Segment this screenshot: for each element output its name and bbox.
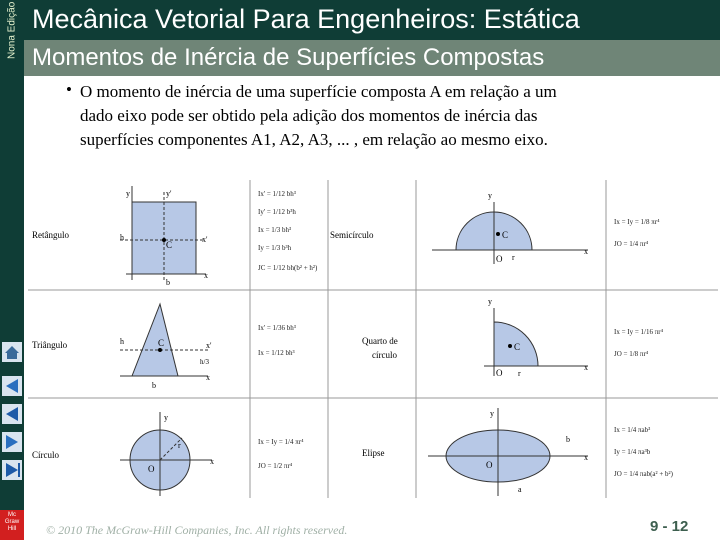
bullet-line-1: O momento de inércia de uma superfície composta A em relação a um: [80, 82, 557, 101]
shape-label-semicircle: Semicírculo: [330, 230, 374, 240]
svg-text:r: r: [178, 441, 181, 450]
svg-text:Ix = 1/4 πab³: Ix = 1/4 πab³: [614, 426, 651, 434]
svg-text:JO = 1/4 πab(a² + b²): JO = 1/4 πab(a² + b²): [614, 470, 673, 478]
svg-text:C: C: [166, 240, 173, 250]
bullet-line-3: superfícies componentes A1, A2, A3, ... , em relação ao mesmo eixo.: [80, 130, 548, 149]
svg-text:Iy = 1/3 b³h: Iy = 1/3 b³h: [258, 244, 292, 252]
circle-figure: [120, 412, 214, 496]
svg-text:b: b: [566, 435, 570, 444]
svg-text:b: b: [152, 381, 156, 390]
svg-text:Ix' = 1/12 bh³: Ix' = 1/12 bh³: [258, 190, 296, 198]
bullet-line-2: dado eixo pode ser obtido pela adição dos momentos de inércia das: [80, 106, 538, 125]
svg-text:Iy = 1/4 πa³b: Iy = 1/4 πa³b: [614, 448, 651, 456]
svg-text:y: y: [488, 191, 492, 200]
semicircle-formulas: [614, 218, 660, 248]
svg-text:y: y: [488, 297, 492, 306]
svg-text:Ix = 1/3 bh³: Ix = 1/3 bh³: [258, 226, 292, 234]
left-sidebar: [0, 0, 24, 540]
edition-label: Nona Edição: [6, 1, 18, 59]
svg-text:y: y: [126, 189, 130, 198]
circle-formulas: [258, 438, 304, 470]
svg-text:x: x: [206, 373, 210, 382]
svg-text:Ix = Iy = 1/4 πr⁴: Ix = Iy = 1/4 πr⁴: [258, 438, 304, 446]
home-icon[interactable]: [2, 342, 22, 362]
subtitle-bar: [24, 40, 720, 76]
semicircle-figure: [432, 191, 588, 264]
ellipse-figure: [428, 408, 588, 496]
svg-text:x': x': [202, 235, 208, 244]
svg-text:y: y: [164, 413, 168, 422]
shape-label-ellipse: Elipse: [362, 448, 385, 458]
svg-text:h: h: [120, 337, 124, 346]
shape-label-quarter-line1: Quarto de: [362, 336, 398, 346]
svg-text:Ix = Iy = 1/8 πr⁴: Ix = Iy = 1/8 πr⁴: [614, 218, 660, 226]
svg-text:h: h: [120, 233, 124, 242]
shape-label-triangle: Triângulo: [32, 340, 68, 350]
svg-text:O: O: [148, 464, 155, 474]
svg-text:y: y: [490, 409, 494, 418]
svg-text:Ix = Iy = 1/16 πr⁴: Ix = Iy = 1/16 πr⁴: [614, 328, 664, 336]
svg-text:Ix' = 1/36 bh³: Ix' = 1/36 bh³: [258, 324, 296, 332]
ellipse-formulas: [614, 426, 674, 478]
shape-label-rectangle: Retângulo: [32, 230, 69, 240]
triangle-formulas: [258, 324, 296, 357]
svg-text:x: x: [210, 457, 214, 466]
next-slide-icon[interactable]: [2, 432, 22, 452]
shape-label-circle: Círculo: [32, 450, 59, 460]
svg-text:r: r: [512, 253, 515, 262]
slide-subtitle: Momentos de Inércia de Superfícies Compostas: [32, 44, 545, 71]
svg-text:O: O: [486, 460, 493, 470]
quarter-circle-formulas: [614, 328, 664, 358]
first-slide-icon[interactable]: [2, 376, 22, 396]
svg-text:Iy' = 1/12 b³h: Iy' = 1/12 b³h: [258, 208, 296, 216]
previous-slide-icon[interactable]: [2, 404, 22, 424]
svg-text:JO = 1/2 πr⁴: JO = 1/2 πr⁴: [258, 462, 293, 470]
svg-text:C: C: [158, 338, 165, 348]
svg-text:JO = 1/4 πr⁴: JO = 1/4 πr⁴: [614, 240, 649, 248]
bullet-marker: •: [66, 80, 72, 99]
svg-text:JC = 1/12 bh(b² + h²): JC = 1/12 bh(b² + h²): [258, 264, 318, 272]
svg-text:x: x: [584, 453, 588, 462]
svg-text:C: C: [502, 230, 509, 240]
svg-text:x: x: [204, 271, 208, 280]
svg-text:Ix = 1/12 bh³: Ix = 1/12 bh³: [258, 349, 295, 357]
svg-text:O: O: [496, 368, 503, 378]
rectangle-figure: [120, 186, 208, 287]
svg-text:O: O: [496, 254, 503, 264]
shape-label-quarter-line2: círculo: [372, 350, 397, 360]
svg-text:h/3: h/3: [200, 358, 209, 366]
quarter-circle-figure: [484, 297, 588, 378]
page-number: 9 - 12: [650, 518, 689, 535]
svg-text:JO = 1/8 πr⁴: JO = 1/8 πr⁴: [614, 350, 649, 358]
svg-text:b: b: [166, 278, 170, 287]
rectangle-formulas: [258, 190, 318, 272]
page-title: Mecânica Vetorial Para Engenheiros: Estática: [32, 4, 580, 34]
bullet-text: [60, 80, 700, 152]
svg-text:y': y': [166, 189, 172, 198]
moments-of-inertia-table: [28, 180, 718, 498]
svg-text:C: C: [514, 342, 521, 352]
svg-text:x: x: [584, 363, 588, 372]
mcgraw-hill-logo: Mc Graw Hill: [0, 510, 24, 540]
copyright-footer: © 2010 The McGraw-Hill Companies, Inc. All rights reserved.: [46, 523, 348, 537]
triangle-figure: [120, 304, 212, 390]
svg-text:r: r: [518, 369, 521, 378]
last-slide-icon[interactable]: [2, 460, 22, 480]
svg-text:x': x': [206, 341, 212, 350]
svg-text:a: a: [518, 485, 522, 494]
title-bar: [24, 0, 720, 40]
svg-text:x: x: [584, 247, 588, 256]
